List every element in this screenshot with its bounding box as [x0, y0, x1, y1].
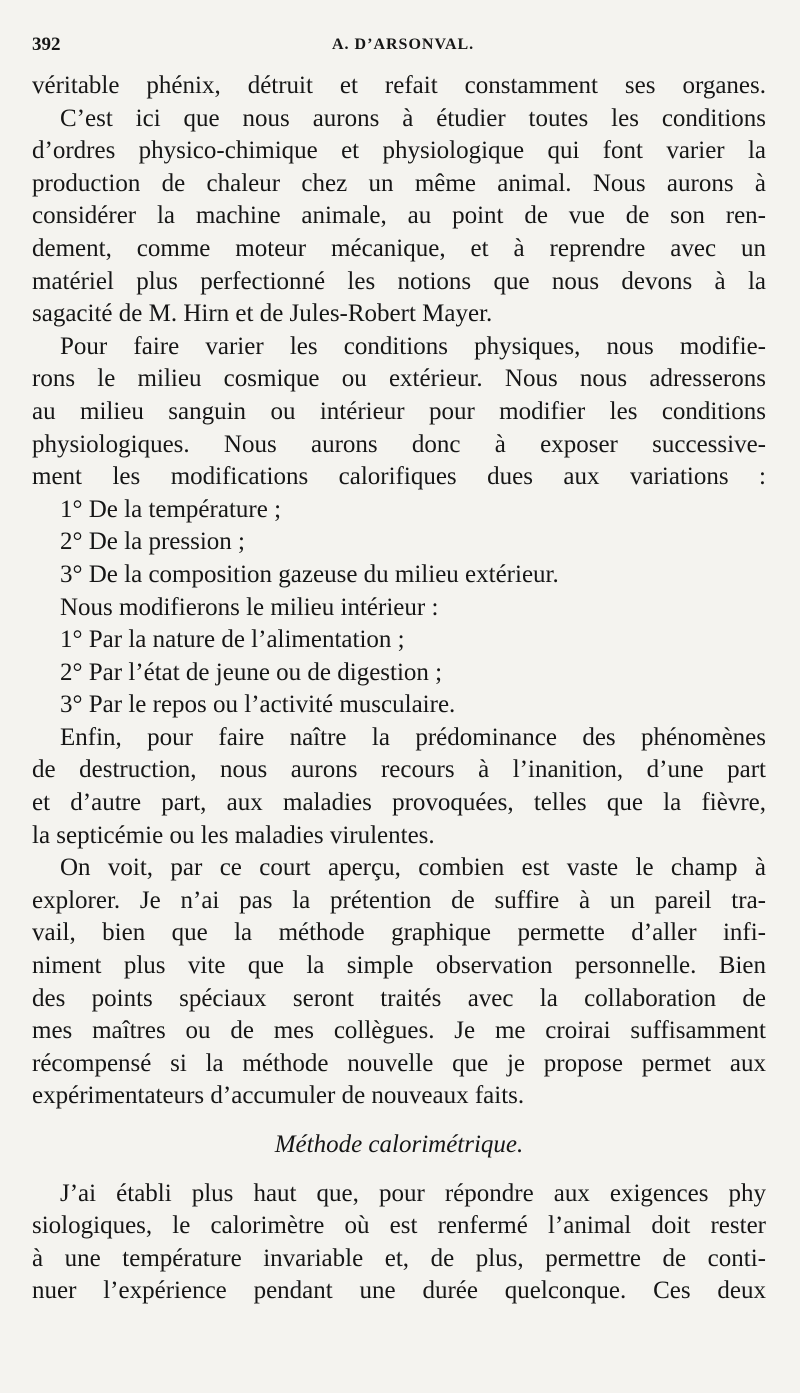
- text-line: ment les modifications calorifiques dues aux variations :: [32, 463, 766, 491]
- text-line: siologiques, le calorimètre où est renfermé l’animal doit rester: [32, 1212, 766, 1240]
- text-line: véritable phénix, détruit et refait constamment ses organes.: [32, 72, 766, 99]
- running-title: A. D’ARSONVAL.: [332, 36, 475, 53]
- text-line: des points spéciaux seront traités avec la collaboration de: [32, 984, 766, 1012]
- text-line: Enfin, pour faire naître la prédominance des phénomènes: [60, 723, 766, 751]
- text-line: J’ai établi plus haut que, pour répondre aux exigences phy: [60, 1179, 766, 1207]
- text-line: dement, comme moteur mécanique, et à reprendre avec un: [32, 234, 766, 262]
- text-line: récompensé si la méthode nouvelle que je propose permet aux: [32, 1049, 766, 1077]
- page-number: 392: [32, 34, 61, 55]
- text-line: mes maîtres ou de mes collègues. Je me croirai suffisamment: [32, 1017, 766, 1045]
- text-line: nuer l’expérience pendant une durée quelconque. Ces deux: [32, 1277, 766, 1305]
- page-header: [32, 34, 760, 58]
- list-item: 3° De la composition gazeuse du milieu extérieur.: [60, 560, 559, 588]
- text-line: explorer. Je n’ai pas la prétention de suffire à un pareil tra-: [32, 886, 766, 914]
- text-line: et d’autre part, aux maladies provoquées, telles que la fièvre,: [32, 789, 766, 817]
- list-item: 2° De la pression ;: [60, 528, 245, 556]
- text-line: la septicémie ou les maladies virulentes.: [32, 821, 435, 849]
- text-line: production de chaleur chez un même animal. Nous aurons à: [32, 169, 766, 197]
- text-line: à une température invariable et, de plus, permettre de conti-: [32, 1244, 766, 1272]
- text-line: niment plus vite que la simple observation personnelle. Bien: [32, 952, 766, 980]
- text-line: vail, bien que la méthode graphique permette d’aller infi-: [32, 919, 766, 947]
- text-line: sagacité de M. Hirn et de Jules-Robert Mayer.: [32, 300, 493, 328]
- text-line: physiologiques. Nous aurons donc à exposer successive-: [32, 430, 766, 458]
- text-line: matériel plus perfectionné les notions que nous devons à la: [32, 267, 766, 295]
- section-title: Méthode calorimétrique.: [274, 1131, 524, 1158]
- body-text: [32, 70, 766, 1308]
- text-line: Pour faire varier les conditions physiques, nous modifie-: [60, 332, 766, 360]
- text-line: expérimentateurs d’accumuler de nouveaux faits.: [32, 1082, 525, 1110]
- text-line: C’est ici que nous aurons à étudier toutes les conditions: [60, 104, 766, 132]
- text-line: au milieu sanguin ou intérieur pour modifier les conditions: [32, 397, 766, 425]
- text-line: rons le milieu cosmique ou extérieur. Nous nous adresserons: [32, 365, 766, 393]
- text-line: d’ordres physico-chimique et physiologique qui font varier la: [32, 137, 766, 165]
- text-line: On voit, par ce court aperçu, combien est vaste le champ à: [60, 854, 766, 882]
- text-line: de destruction, nous aurons recours à l’inanition, d’une part: [32, 756, 766, 784]
- list-item: 2° Par l’état de jeune ou de digestion ;: [60, 658, 443, 686]
- list-item: 1° De la température ;: [60, 495, 282, 523]
- text-line: Nous modifierons le milieu intérieur :: [60, 593, 439, 621]
- list-item: 3° Par le repos ou l’activité musculaire.: [60, 691, 456, 719]
- list-item: 1° Par la nature de l’alimentation ;: [60, 626, 405, 654]
- text-line: considérer la machine animale, au point de vue de son ren-: [32, 202, 766, 230]
